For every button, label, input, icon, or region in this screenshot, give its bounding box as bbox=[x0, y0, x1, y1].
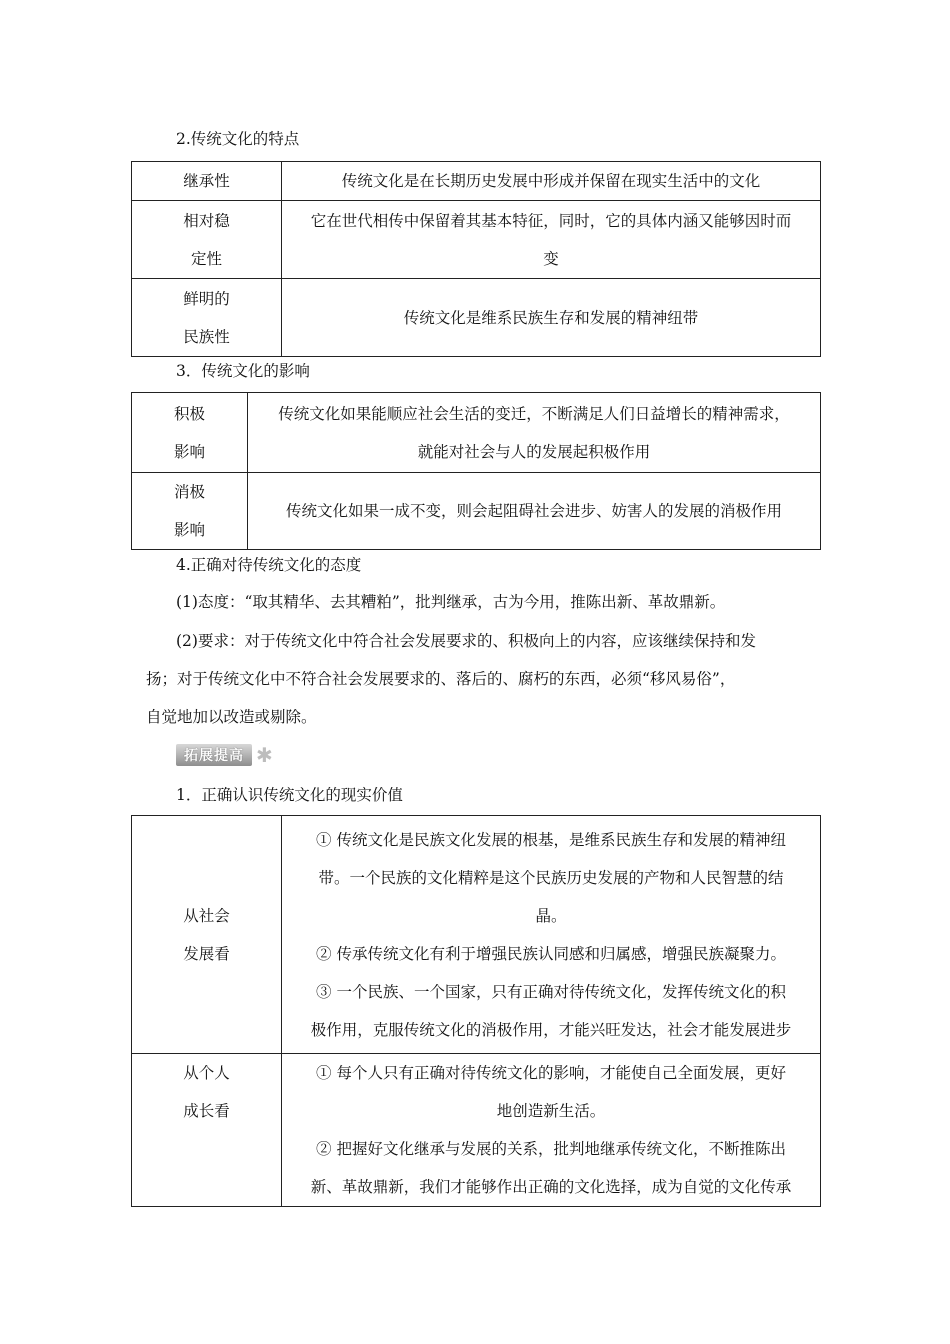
row-content: 传统文化如果能顺应社会生活的变迁，不断满足人们日益增长的精神需求， 就能对社会与人的发展起积极作用 bbox=[248, 393, 821, 473]
characteristics-table bbox=[131, 161, 821, 357]
table-row bbox=[132, 279, 821, 357]
row-label: 消极 影响 bbox=[132, 473, 248, 550]
section-heading-attitude: 4.正确对待传统文化的态度 bbox=[176, 556, 362, 574]
influence-table bbox=[131, 392, 821, 550]
banner-label: 拓展提高 bbox=[176, 744, 252, 766]
row-content: ① 每个人只有正确对待传统文化的影响，才能使自己全面发展，更好 地创造新生活。 ② 把握好文化继承与发展的关系，批判地继承传统文化，不断推陈出 新、革故鼎新，我们才能够作出正确的文化选择，成为自觉的文化传承 bbox=[282, 1054, 821, 1207]
row-label: 继承性 bbox=[132, 162, 282, 201]
row-content: 传统文化是在长期历史发展中形成并保留在现实生活中的文化 bbox=[282, 162, 821, 201]
table-row bbox=[132, 201, 821, 279]
row-content: 传统文化如果一成不变，则会起阻碍社会进步、妨害人的发展的消极作用 bbox=[248, 473, 821, 550]
table-row bbox=[132, 162, 821, 201]
requirement-paragraph: (2)要求：对于传统文化中符合社会发展要求的、积极向上的内容，应该继续保持和发 扬；对于传统文化中不符合社会发展要求的、落后的、腐朽的东西，必须“移风易俗”， 自觉地加以改造或剔除。 bbox=[146, 632, 756, 726]
attitude-paragraph: (1)态度：“取其精华、去其糟粕”，批判继承，古为今用，推陈出新、革故鼎新。 bbox=[176, 593, 726, 611]
row-content: 传统文化是维系民族生存和发展的精神纽带 bbox=[282, 279, 821, 357]
table-row bbox=[132, 393, 821, 473]
table-row bbox=[132, 816, 821, 1054]
extension-banner bbox=[176, 744, 273, 766]
star-icon: ✱ bbox=[256, 743, 273, 767]
section-heading-characteristics: 2.传统文化的特点 bbox=[176, 130, 300, 148]
table-row bbox=[132, 1054, 821, 1207]
section-heading-influence: 3．传统文化的影响 bbox=[176, 362, 310, 380]
row-label: 相对稳 定性 bbox=[132, 201, 282, 279]
row-content: 它在世代相传中保留着其基本特征，同时，它的具体内涵又能够因时而 变 bbox=[282, 201, 821, 279]
row-label: 积极 影响 bbox=[132, 393, 248, 473]
value-table bbox=[131, 815, 821, 1207]
row-label: 从社会 发展看 bbox=[132, 816, 282, 1054]
row-label: 从个人 成长看 bbox=[132, 1054, 282, 1207]
section-heading-value: 1．正确认识传统文化的现实价值 bbox=[176, 786, 403, 804]
row-label: 鲜明的 民族性 bbox=[132, 279, 282, 357]
row-content: ① 传统文化是民族文化发展的根基，是维系民族生存和发展的精神纽 带。一个民族的文化精粹是这个民族历史发展的产物和人民智慧的结 晶。 ② 传承传统文化有利于增强民族认同感和归属感，增强民族凝聚力。 ③ 一个民族、一个国家，只有正确对待传统文化，发挥传统文化的积 极作用，克服传统文化的消极作用，才能兴旺发达，社会才能发展进步 bbox=[282, 816, 821, 1054]
table-row bbox=[132, 473, 821, 550]
